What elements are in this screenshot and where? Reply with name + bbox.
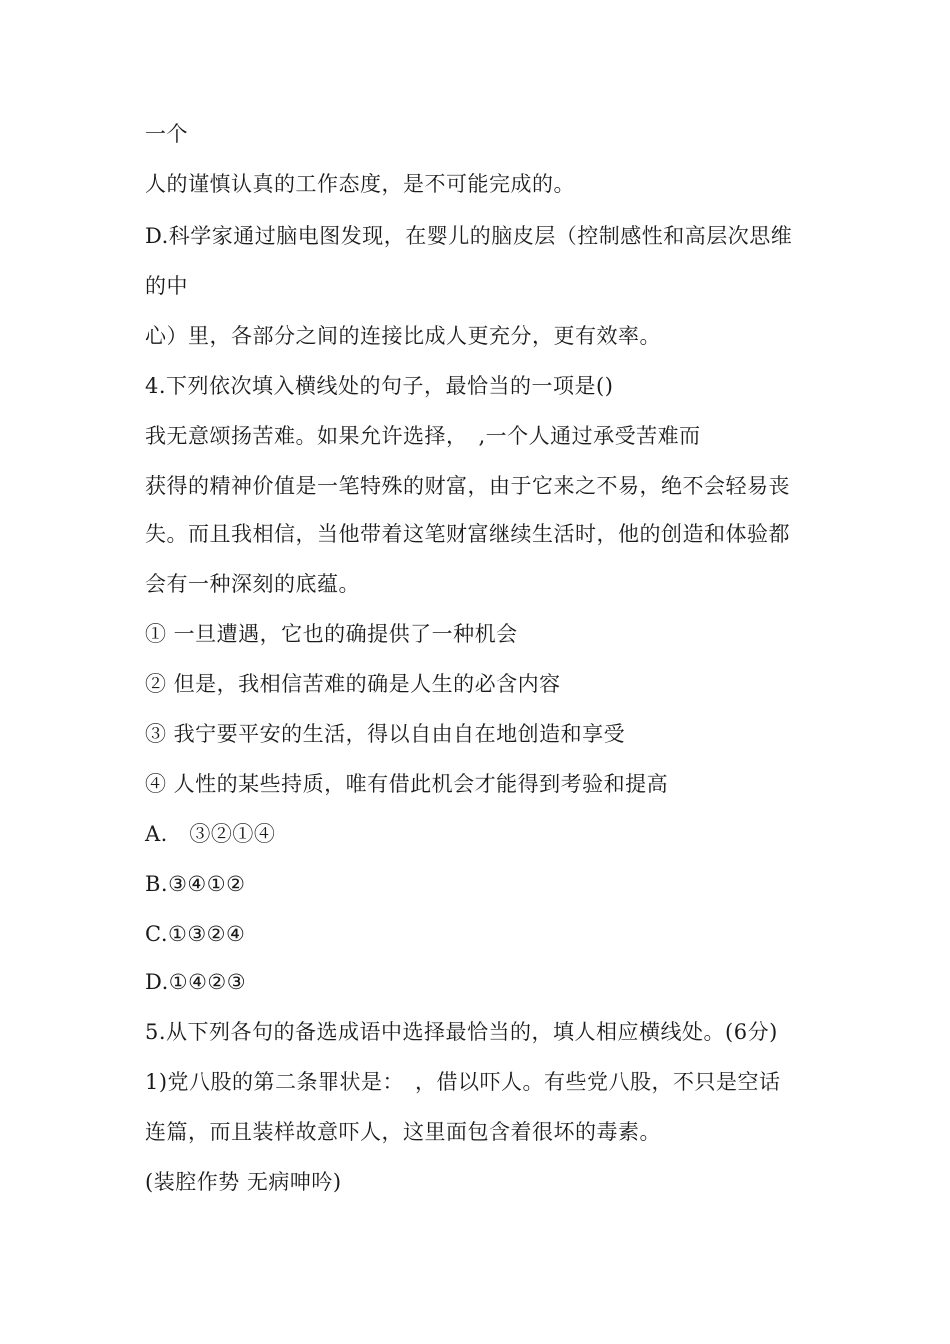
sentence-option-3: ③ 我宁要平安的生活，得以自由自在地创造和享受 xyxy=(145,722,626,746)
idiom-choices: (装腔作势 无病呻吟) xyxy=(145,1170,342,1194)
text-line: 连篇，而且装样故意吓人，这里面包含着很坏的毒素。 xyxy=(145,1120,661,1144)
answer-option-c: C.①③②④ xyxy=(145,922,246,946)
question-4-title: 4.下列依次填入横线处的句子，最恰当的一项是() xyxy=(145,374,614,398)
question-5-title: 5.从下列各句的备选成语中选择最恰当的，填人相应横线处。(6分) xyxy=(145,1020,778,1044)
answer-option-d: D.①④②③ xyxy=(145,970,247,994)
question-5-item-1: 1)党八股的第二条罪状是： ，借以吓人。有些党八股，不只是空话 xyxy=(145,1070,781,1094)
answer-option-a: A. ③②①④ xyxy=(145,822,276,846)
option-d-line: D.科学家通过脑电图发现，在婴儿的脑皮层（控制感性和高层次思维 xyxy=(145,224,793,248)
text-line: 获得的精神价值是一笔特殊的财富，由于它来之不易，绝不会轻易丧 xyxy=(145,474,790,498)
text-line: 心）里，各部分之间的连接比成人更充分，更有效率。 xyxy=(145,324,661,348)
answer-option-b: B.③④①② xyxy=(145,872,246,896)
text-line: 我无意颂扬苦难。如果允许选择， ,一个人通过承受苦难而 xyxy=(145,424,701,448)
text-line: 失。而且我相信，当他带着这笔财富继续生活时，他的创造和体验都 xyxy=(145,522,790,546)
text-line: 人的谨慎认真的工作态度，是不可能完成的。 xyxy=(145,172,575,196)
sentence-option-4: ④ 人性的某些持质，唯有借此机会才能得到考验和提高 xyxy=(145,772,669,796)
text-line: 会有一种深刻的底蕴。 xyxy=(145,572,360,596)
sentence-option-1: ① 一旦遭遇，它也的确提供了一种机会 xyxy=(145,622,518,646)
sentence-option-2: ② 但是，我相信苦难的确是人生的必含内容 xyxy=(145,672,561,696)
option-d-line-wrap: 的中 xyxy=(145,274,188,298)
text-line: 一个 xyxy=(145,122,188,146)
